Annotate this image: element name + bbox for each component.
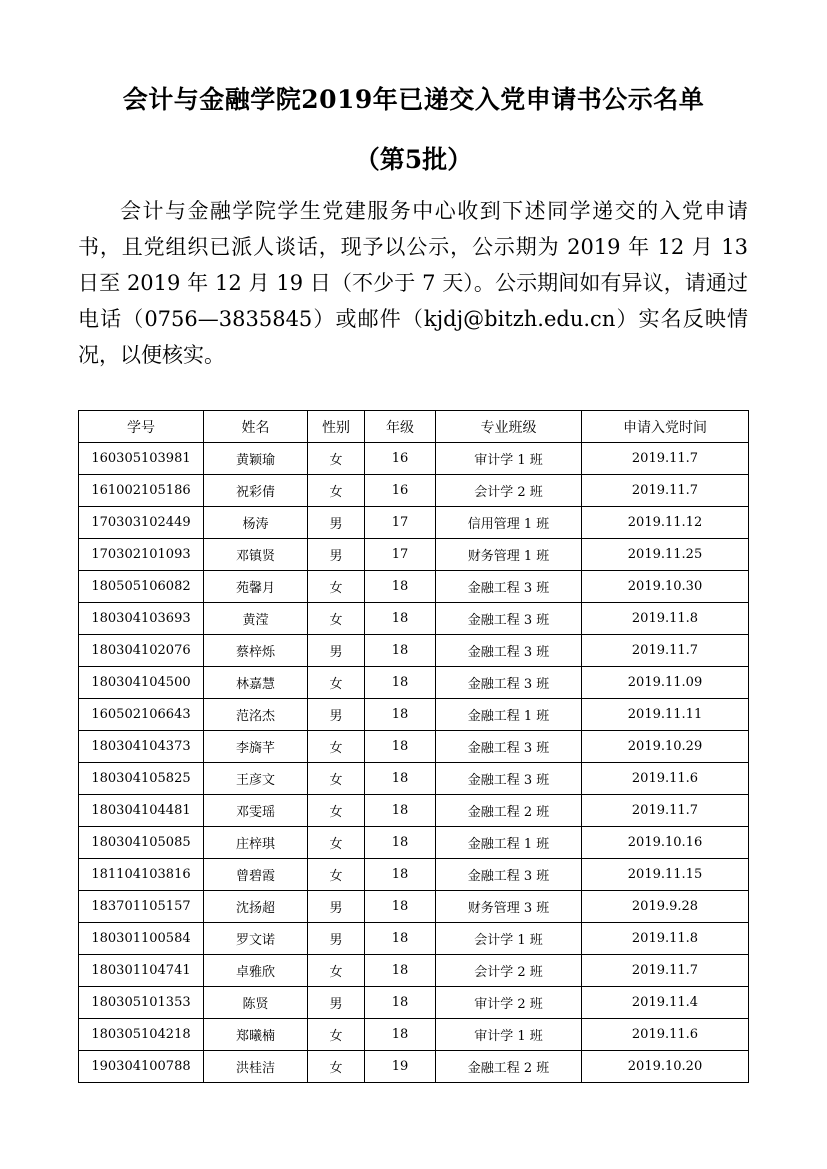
cell-gender: 女 [308,763,365,795]
cell-apply-date: 2019.10.30 [582,571,749,603]
cell-name: 沈扬超 [204,891,308,923]
cell-name: 庄梓琪 [204,827,308,859]
header-gender: 性别 [308,411,365,443]
cell-name: 苑馨月 [204,571,308,603]
cell-student-id: 180301100584 [79,923,204,955]
cell-apply-date: 2019.9.28 [582,891,749,923]
table-row [79,603,749,635]
header-student-id: 学号 [79,411,204,443]
cell-grade: 16 [365,443,436,475]
cell-grade: 18 [365,571,436,603]
cell-class: 金融工程 2 班 [436,795,582,827]
cell-class: 审计学 2 班 [436,987,582,1019]
table-row [79,475,749,507]
cell-class: 金融工程 1 班 [436,827,582,859]
cell-grade: 18 [365,795,436,827]
cell-apply-date: 2019.11.7 [582,475,749,507]
cell-grade: 19 [365,1051,436,1083]
cell-gender: 男 [308,923,365,955]
cell-grade: 18 [365,763,436,795]
cell-grade: 18 [365,731,436,763]
cell-gender: 男 [308,891,365,923]
cell-student-id: 180305104218 [79,1019,204,1051]
cell-apply-date: 2019.11.7 [582,635,749,667]
cell-gender: 女 [308,475,365,507]
table-row [79,763,749,795]
cell-student-id: 180304102076 [79,635,204,667]
cell-apply-date: 2019.10.20 [582,1051,749,1083]
cell-class: 金融工程 3 班 [436,763,582,795]
cell-class: 金融工程 3 班 [436,859,582,891]
cell-apply-date: 2019.11.6 [582,763,749,795]
cell-grade: 18 [365,1019,436,1051]
cell-name: 卓雅欣 [204,955,308,987]
cell-grade: 18 [365,891,436,923]
cell-name: 洪桂洁 [204,1051,308,1083]
cell-grade: 17 [365,507,436,539]
table-header-row [79,411,749,443]
cell-student-id: 180304104481 [79,795,204,827]
cell-student-id: 161002105186 [79,475,204,507]
cell-class: 金融工程 2 班 [436,1051,582,1083]
table-row [79,1019,749,1051]
cell-grade: 18 [365,923,436,955]
cell-gender: 女 [308,603,365,635]
cell-name: 王彦文 [204,763,308,795]
cell-grade: 18 [365,699,436,731]
cell-gender: 男 [308,987,365,1019]
table-body [79,443,749,1083]
cell-class: 金融工程 3 班 [436,667,582,699]
cell-grade: 18 [365,603,436,635]
cell-student-id: 170302101093 [79,539,204,571]
cell-student-id: 180301104741 [79,955,204,987]
cell-student-id: 180304105085 [79,827,204,859]
cell-class: 财务管理 3 班 [436,891,582,923]
cell-gender: 男 [308,699,365,731]
cell-student-id: 181104103816 [79,859,204,891]
table-row [79,987,749,1019]
cell-grade: 18 [365,635,436,667]
cell-student-id: 180304104373 [79,731,204,763]
cell-class: 财务管理 1 班 [436,539,582,571]
cell-name: 祝彩倩 [204,475,308,507]
cell-student-id: 170303102449 [79,507,204,539]
cell-grade: 18 [365,987,436,1019]
cell-class: 金融工程 3 班 [436,603,582,635]
table-row [79,667,749,699]
cell-class: 金融工程 1 班 [436,699,582,731]
cell-gender: 女 [308,667,365,699]
table-row [79,891,749,923]
table-row [79,443,749,475]
cell-apply-date: 2019.11.6 [582,1019,749,1051]
cell-student-id: 160502106643 [79,699,204,731]
applicant-table [78,410,749,1083]
cell-student-id: 190304100788 [79,1051,204,1083]
cell-class: 信用管理 1 班 [436,507,582,539]
cell-apply-date: 2019.11.8 [582,603,749,635]
table-row [79,859,749,891]
cell-student-id: 180505106082 [79,571,204,603]
cell-gender: 女 [308,1051,365,1083]
cell-grade: 18 [365,955,436,987]
cell-gender: 男 [308,539,365,571]
cell-name: 林嘉慧 [204,667,308,699]
cell-class: 会计学 2 班 [436,475,582,507]
cell-name: 罗文诺 [204,923,308,955]
table-row [79,539,749,571]
cell-name: 蔡梓烁 [204,635,308,667]
cell-student-id: 180304104500 [79,667,204,699]
cell-name: 黄滢 [204,603,308,635]
table-row [79,795,749,827]
cell-gender: 女 [308,731,365,763]
header-name: 姓名 [204,411,308,443]
cell-apply-date: 2019.11.12 [582,507,749,539]
cell-class: 审计学 1 班 [436,1019,582,1051]
cell-gender: 女 [308,571,365,603]
table-row [79,699,749,731]
cell-student-id: 180304105825 [79,763,204,795]
table-row [79,955,749,987]
cell-grade: 16 [365,475,436,507]
cell-student-id: 160305103981 [79,443,204,475]
cell-apply-date: 2019.11.25 [582,539,749,571]
cell-gender: 女 [308,955,365,987]
table-row [79,635,749,667]
cell-apply-date: 2019.11.7 [582,795,749,827]
cell-name: 曾碧霞 [204,859,308,891]
page-title: 会计与金融学院2019年已递交入党申请书公示名单 [122,85,705,114]
cell-apply-date: 2019.11.8 [582,923,749,955]
cell-student-id: 180305101353 [79,987,204,1019]
table-row [79,923,749,955]
cell-name: 邓雯瑶 [204,795,308,827]
cell-grade: 18 [365,667,436,699]
cell-name: 郑曦楠 [204,1019,308,1051]
cell-gender: 男 [308,507,365,539]
cell-gender: 男 [308,635,365,667]
cell-student-id: 183701105157 [79,891,204,923]
table-row [79,507,749,539]
cell-class: 金融工程 3 班 [436,731,582,763]
cell-class: 会计学 2 班 [436,955,582,987]
table-row [79,1051,749,1083]
cell-name: 李旖芊 [204,731,308,763]
cell-grade: 18 [365,827,436,859]
cell-grade: 17 [365,539,436,571]
cell-apply-date: 2019.10.29 [582,731,749,763]
cell-class: 金融工程 3 班 [436,571,582,603]
cell-apply-date: 2019.11.09 [582,667,749,699]
cell-gender: 女 [308,795,365,827]
cell-apply-date: 2019.11.7 [582,443,749,475]
cell-name: 邓镇贤 [204,539,308,571]
table-row [79,827,749,859]
table-row [79,731,749,763]
cell-gender: 女 [308,859,365,891]
notice-paragraph: 会计与金融学院学生党建服务中心收到下述同学递交的入党申请书，且党组织已派人谈话，现予以公示，公示期为 2019 年 12 月 13 日至 2019 年 12 月 19 日（不少于 7 天）。公示期间如有异议，请通过电话（0756—3835845）或邮件（kjdj@bitzh.edu.cn）实名反映情况，以便核实。 [78,199,748,367]
cell-class: 会计学 1 班 [436,923,582,955]
cell-apply-date: 2019.10.16 [582,827,749,859]
cell-apply-date: 2019.11.7 [582,955,749,987]
cell-gender: 女 [308,827,365,859]
cell-apply-date: 2019.11.11 [582,699,749,731]
cell-class: 金融工程 3 班 [436,635,582,667]
cell-gender: 女 [308,1019,365,1051]
cell-gender: 女 [308,443,365,475]
page-subtitle: （第5批） [354,145,473,174]
cell-name: 陈贤 [204,987,308,1019]
cell-name: 黄颖瑜 [204,443,308,475]
header-class: 专业班级 [436,411,582,443]
cell-name: 范洺杰 [204,699,308,731]
cell-apply-date: 2019.11.4 [582,987,749,1019]
cell-student-id: 180304103693 [79,603,204,635]
cell-grade: 18 [365,859,436,891]
cell-name: 杨涛 [204,507,308,539]
header-grade: 年级 [365,411,436,443]
cell-apply-date: 2019.11.15 [582,859,749,891]
table-row [79,571,749,603]
cell-class: 审计学 1 班 [436,443,582,475]
header-apply-date: 申请入党时间 [582,411,749,443]
